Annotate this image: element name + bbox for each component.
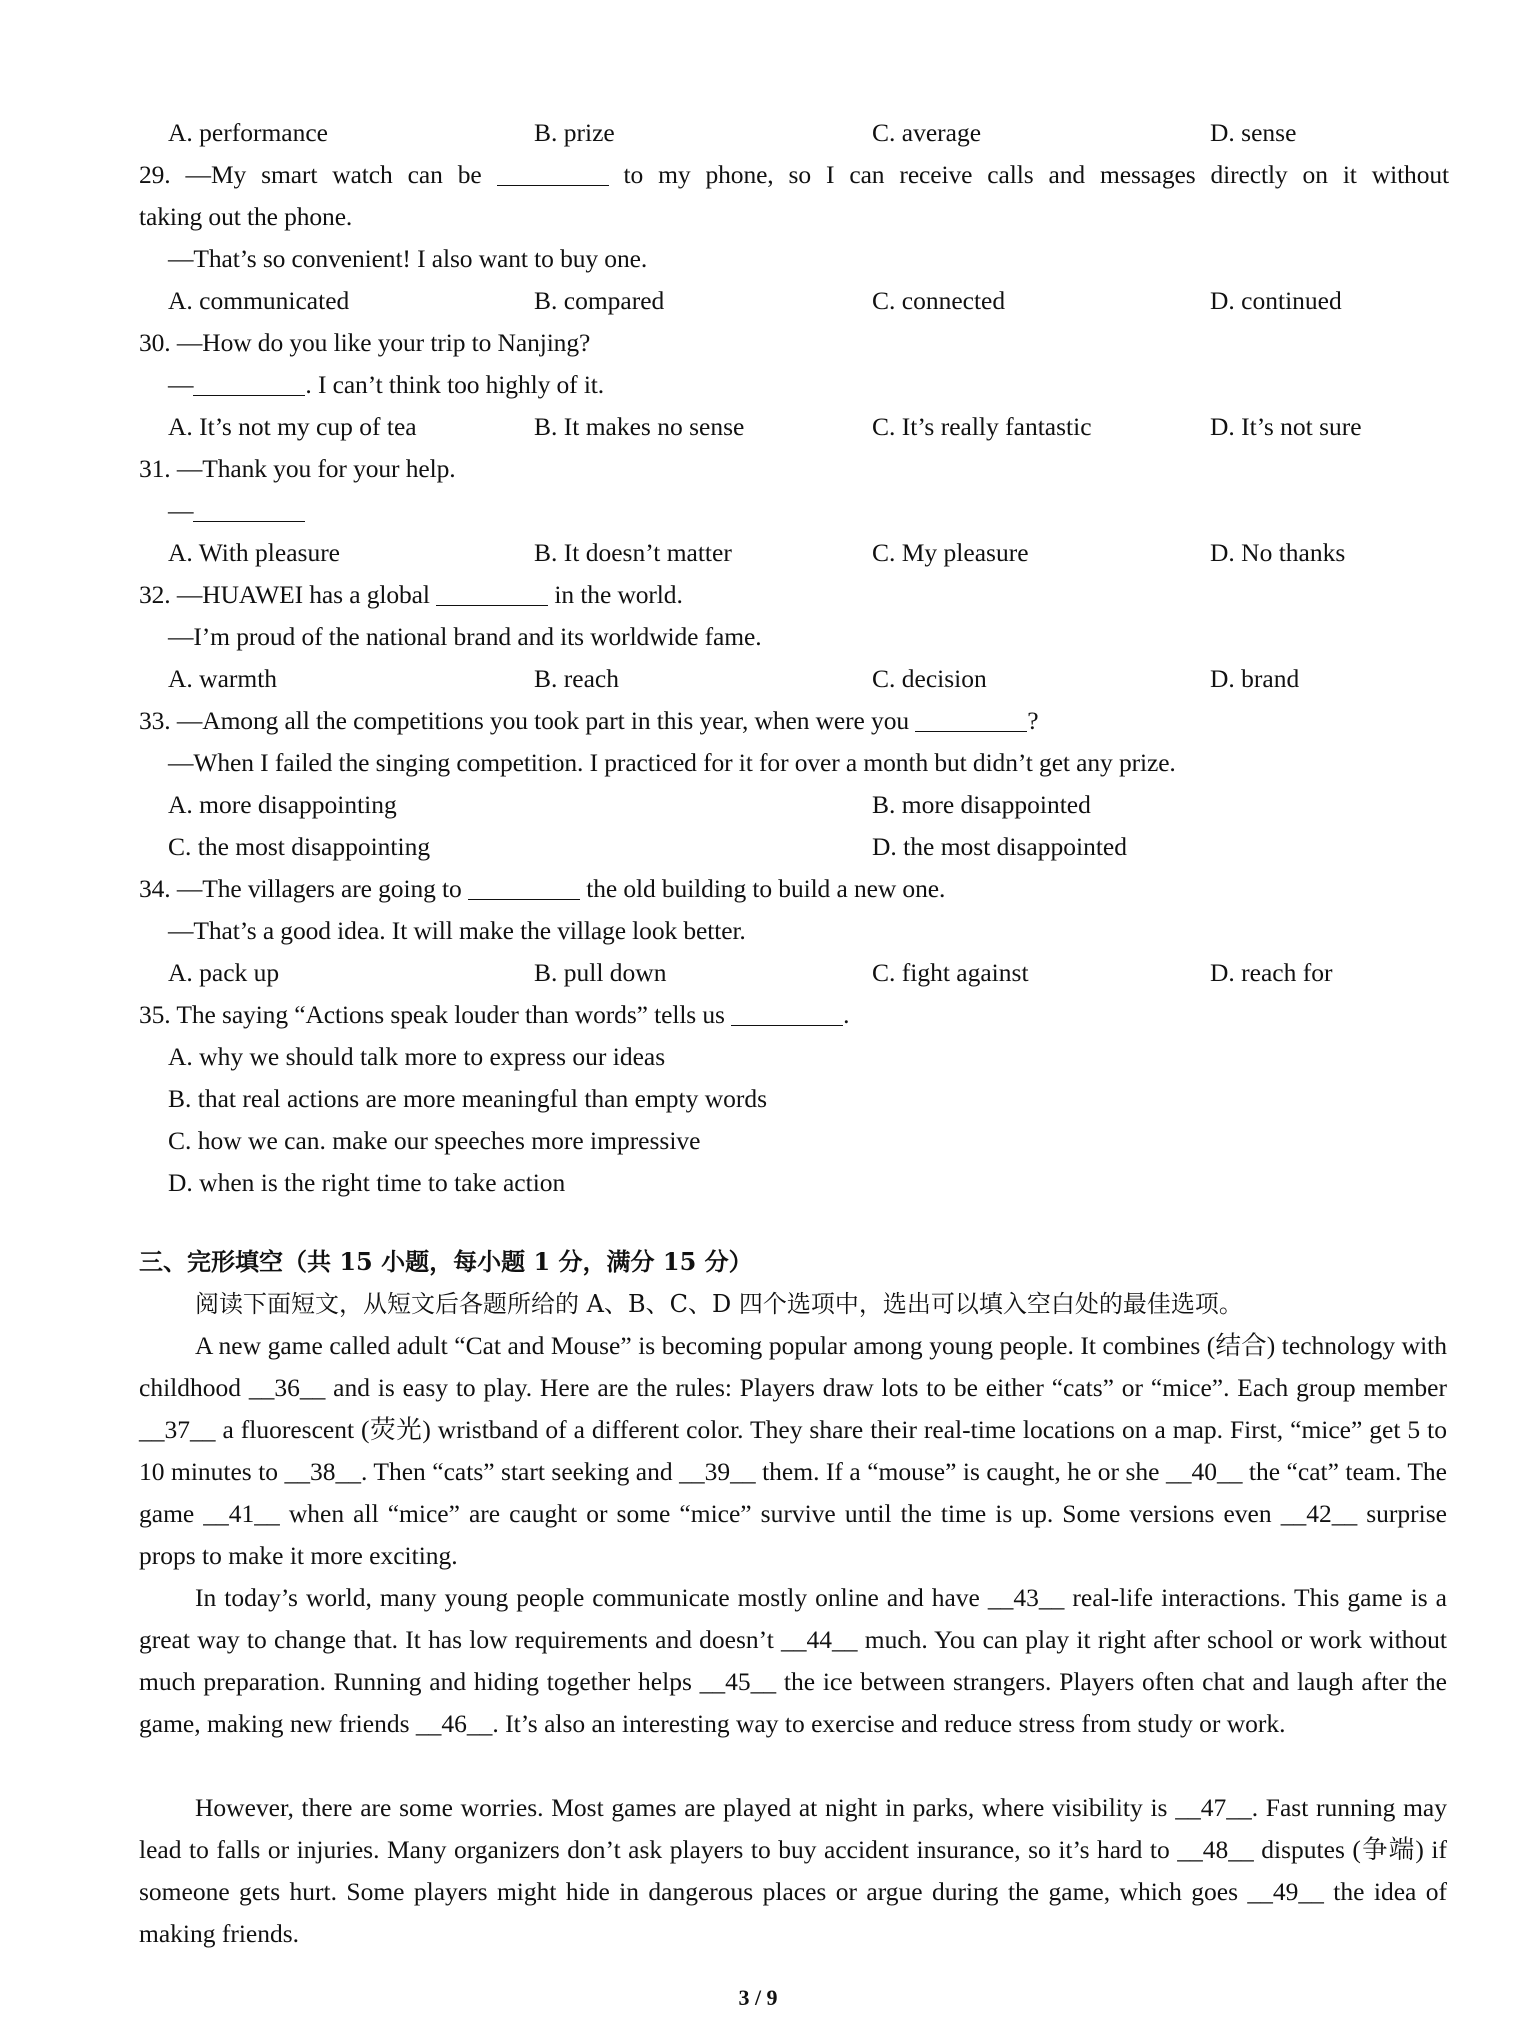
q31-option-b: B. It doesn’t matter [534, 538, 732, 567]
q29-option-b: B. compared [534, 286, 665, 315]
q33-stem-text: 33. —Among all the competitions you took part in this year, when were you [139, 706, 916, 735]
q35-stem-text-after: . [843, 1000, 850, 1029]
q32-option-a: A. warmth [168, 664, 278, 693]
paragraph-text: In today’s world, many young people communicate mostly online and have __43__ real-life interactions. This game is a great way to change that. It has low requirements and doesn’t __44__ much. You can play it right after school or work without much preparation. Running and hiding together helps __45__ the ice between strangers. Players often chat and laugh after the game, making new friends __46__. It’s also an interesting way to exercise and reduce stress from study or work. [139, 1583, 1447, 1738]
q30-option-a: A. It’s not my cup of tea [168, 412, 417, 441]
paragraph-text: A new game called adult “Cat and Mouse” is becoming popular among young people. It combines (结合) technology with childhood __36__ and is easy to play. Here are the rules: Players draw lots to be either “cats” or “mice”. Each group member __37__ a fluorescent (荧光) wristband of a different color. They share their real-time locations on a map. First, “mice” get 5 to 10 minutes to __38__. Then “cats” start seeking and __39__ them. If a “mouse” is caught, he or she __40__ the “cat” team. The game __41__ when all “mice” are caught or some “mice” survive until the time is up. Some versions even __42__ surprise props to make it more exciting. [139, 1331, 1447, 1570]
q34-option-b: B. pull down [534, 958, 667, 987]
q34-stem-text-after: the old building to build a new one. [579, 874, 946, 903]
passage-paragraph-2 [139, 1577, 1447, 1745]
passage-paragraph-3 [139, 1787, 1447, 1955]
q34-option-c: C. fight against [872, 958, 1029, 987]
q30-reply [168, 364, 1478, 406]
section-heading: 三、完形填空（共 15 小题，每小题 1 分，满分 15 分） [139, 1247, 753, 1276]
q28-option-d: D. sense [1210, 118, 1297, 147]
q35-option-c: C. how we can. make our speeches more impressive [168, 1126, 701, 1155]
q29-stem-text-after: to my phone, so I can receive calls and messages directly on it without [608, 160, 1449, 189]
answer-blank [497, 161, 609, 186]
q35-option-b: B. that real actions are more meaningful than empty words [168, 1084, 768, 1113]
q33-stem [139, 700, 1449, 742]
q33-stem-text-after: ? [1027, 706, 1039, 735]
q30-dash: — [168, 370, 194, 399]
q33-option-c: C. the most disappointing [168, 832, 431, 861]
q30-stem: 30. —How do you like your trip to Nanjing? [139, 328, 591, 357]
q31-option-d: D. No thanks [1210, 538, 1346, 567]
q32-option-b: B. reach [534, 664, 619, 693]
q34-option-a: A. pack up [168, 958, 280, 987]
q29-reply: —That’s so convenient! I also want to buy one. [168, 244, 648, 273]
q28-option-a: A. performance [168, 118, 328, 147]
q29-option-a: A. communicated [168, 286, 350, 315]
q34-stem-text: 34. —The villagers are going to [139, 874, 468, 903]
q30-option-c: C. It’s really fantastic [872, 412, 1092, 441]
q34-reply: —That’s a good idea. It will make the village look better. [168, 916, 746, 945]
q35-option-a: A. why we should talk more to express our ideas [168, 1042, 666, 1071]
q31-stem: 31. —Thank you for your help. [139, 454, 456, 483]
q34-stem [139, 868, 1449, 910]
q34-option-d: D. reach for [1210, 958, 1333, 987]
q32-stem-text: 32. —HUAWEI has a global [139, 580, 437, 609]
q33-option-a: A. more disappointing [168, 790, 397, 819]
q35-stem [139, 994, 1449, 1036]
q31-dash: — [168, 496, 194, 525]
answer-blank [436, 581, 548, 606]
q35-option-d: D. when is the right time to take action [168, 1168, 566, 1197]
answer-blank [193, 371, 305, 396]
q29-stem-cont: taking out the phone. [139, 202, 353, 231]
q32-stem [139, 574, 1449, 616]
q28-option-c: C. average [872, 118, 982, 147]
q32-option-d: D. brand [1210, 664, 1300, 693]
q32-reply: —I’m proud of the national brand and its worldwide fame. [168, 622, 762, 651]
paragraph-text: However, there are some worries. Most games are played at night in parks, where visibility is __47__. Fast running may lead to falls or injuries. Many organizers don’t ask players to buy accident insurance, so it’s hard to __48__ disputes (争端) if someone gets hurt. Some players might hide in dangerous places or argue during the game, which goes __49__ the idea of making friends. [139, 1793, 1447, 1948]
q30-option-b: B. It makes no sense [534, 412, 745, 441]
passage-paragraph-1 [139, 1325, 1447, 1577]
answer-blank [468, 875, 580, 900]
page-number: 3 / 9 [738, 1985, 778, 2010]
q31-option-a: A. With pleasure [168, 538, 341, 567]
q28-option-b: B. prize [534, 118, 615, 147]
q29-option-c: C. connected [872, 286, 1006, 315]
q30-option-d: D. It’s not sure [1210, 412, 1362, 441]
q33-reply: —When I failed the singing competition. I practiced for it for over a month but didn’t get any prize. [168, 748, 1176, 777]
q31-reply [168, 490, 1478, 532]
q31-option-c: C. My pleasure [872, 538, 1029, 567]
q33-option-b: B. more disappointed [872, 790, 1091, 819]
q32-option-c: C. decision [872, 664, 987, 693]
q30-reply-text: . I can’t think too highly of it. [305, 370, 605, 399]
section-instruction: 阅读下面短文，从短文后各题所给的 A、B、C、D 四个选项中，选出可以填入空白处的最佳选项。 [195, 1290, 1243, 1318]
q33-option-d: D. the most disappointed [872, 832, 1127, 861]
q29-stem [139, 154, 1449, 196]
q35-stem-text: 35. The saying “Actions speak louder than words” tells us [139, 1000, 732, 1029]
answer-blank [915, 707, 1027, 732]
q32-stem-text-after: in the world. [548, 580, 683, 609]
q29-option-d: D. continued [1210, 286, 1342, 315]
q29-stem-text: 29. —My smart watch can be [139, 160, 497, 189]
answer-blank [193, 497, 305, 522]
answer-blank [731, 1001, 843, 1026]
